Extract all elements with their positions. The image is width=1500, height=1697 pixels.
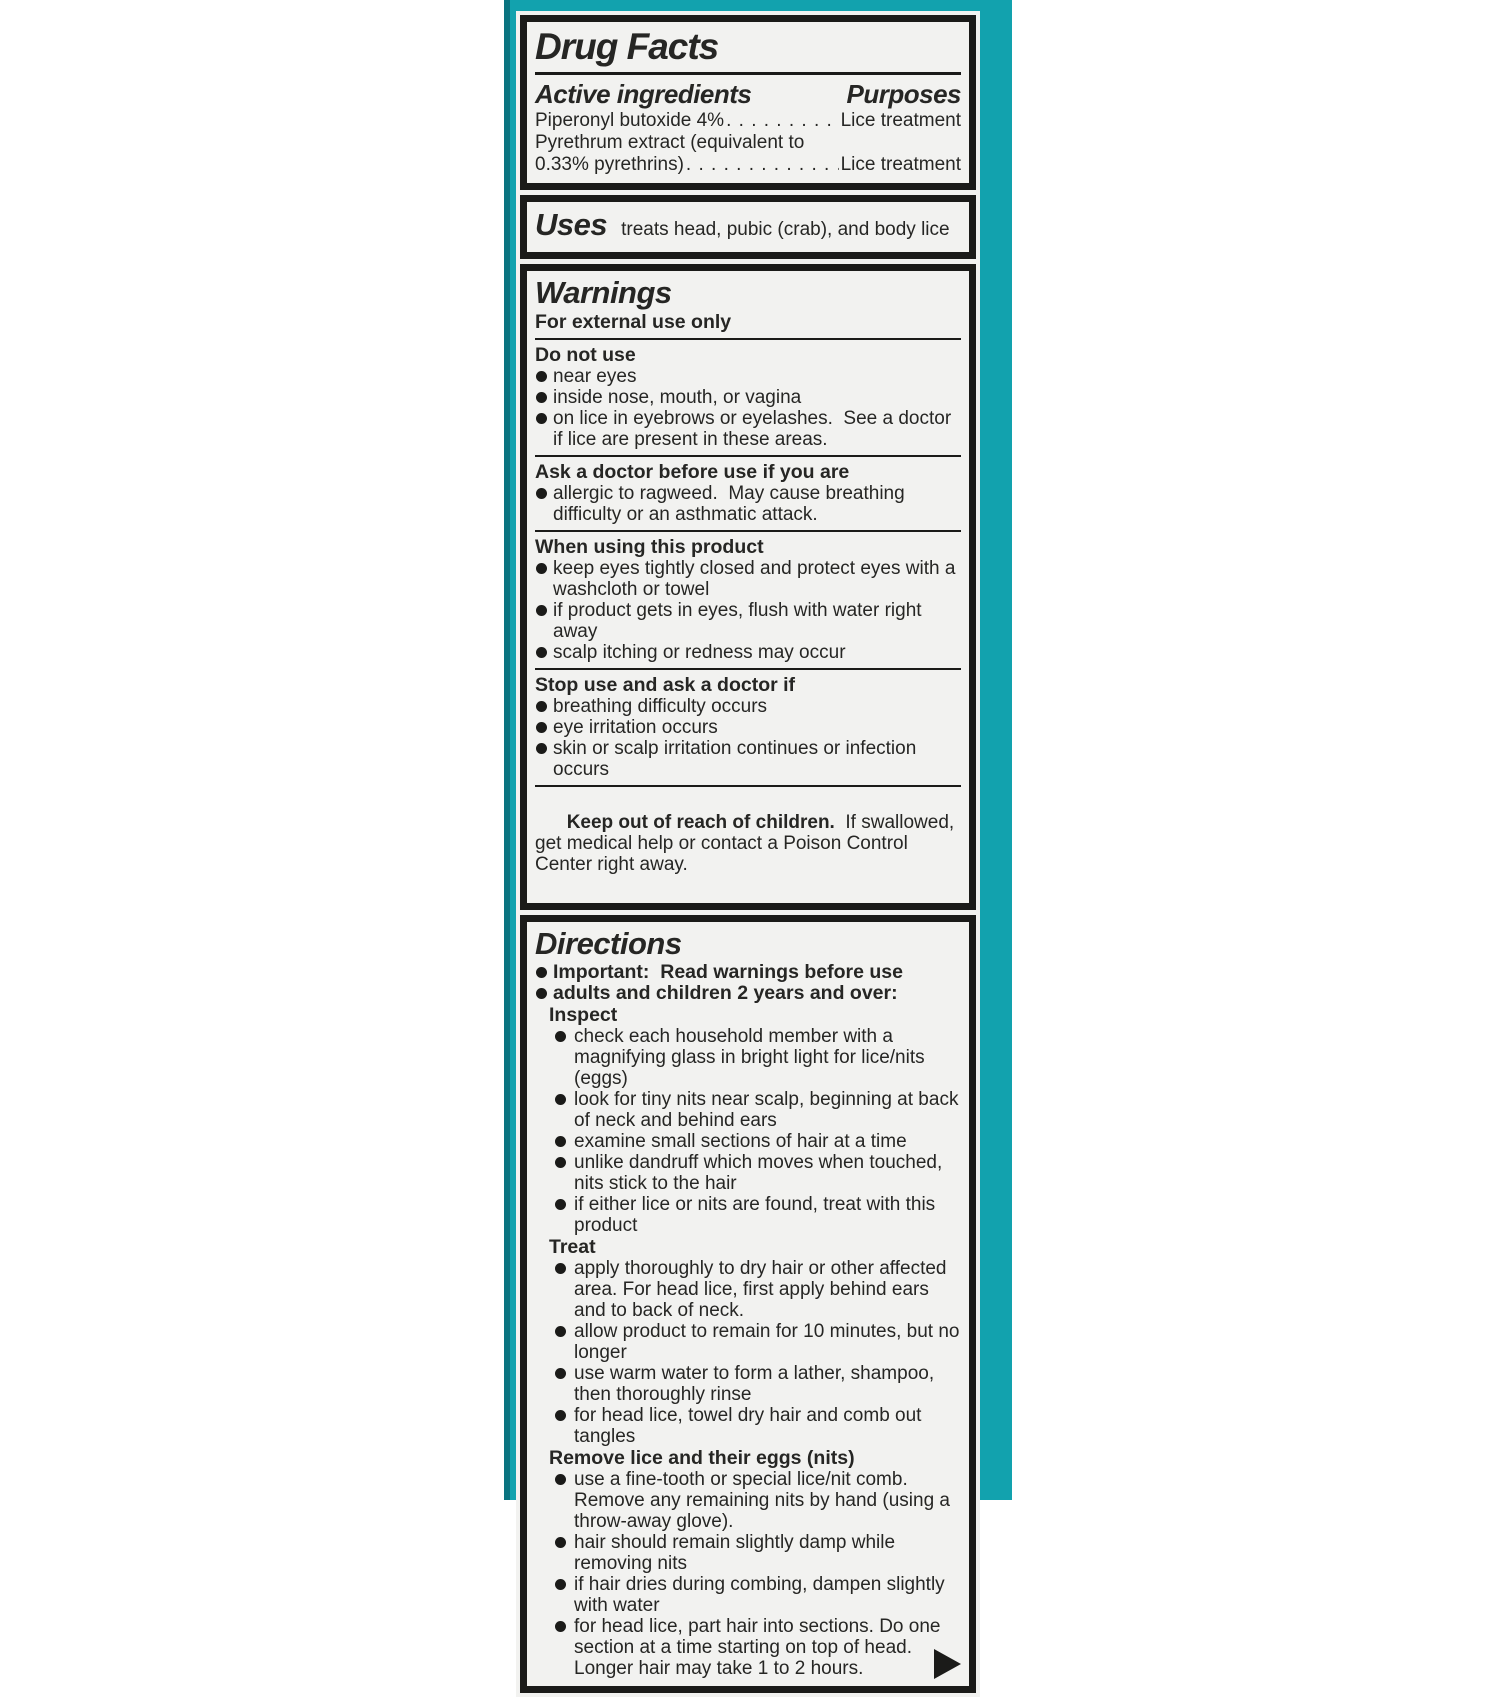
direction-item bbox=[549, 1532, 961, 1574]
direction-item bbox=[549, 1616, 961, 1679]
direction-item-text: Important: Read warnings before use bbox=[553, 961, 903, 983]
direction-item bbox=[549, 1258, 961, 1321]
bullet-icon bbox=[555, 1263, 566, 1274]
bullet-icon bbox=[555, 1157, 566, 1168]
dot-leader bbox=[686, 154, 839, 176]
do-not-use-list bbox=[535, 366, 961, 450]
warning-item bbox=[535, 717, 961, 738]
section-drug-facts bbox=[520, 15, 976, 190]
warning-item-text: eye irritation occurs bbox=[553, 717, 718, 738]
keep-out-lead: Keep out of reach of children. bbox=[566, 812, 835, 833]
direction-item bbox=[549, 1194, 961, 1236]
warning-item-text: on lice in eyebrows or eyelashes. See a doctor if lice are present in these areas. bbox=[553, 408, 957, 450]
drug-facts-title: Drug Facts bbox=[535, 26, 719, 67]
remove-heading: Remove lice and their eggs (nits) bbox=[549, 1447, 855, 1469]
direction-item-text: use warm water to form a lather, shampoo, then thoroughly rinse bbox=[574, 1363, 940, 1405]
direction-item bbox=[549, 1152, 961, 1194]
direction-item-text: examine small sections of hair at a time bbox=[574, 1131, 907, 1152]
warning-item-text: skin or scalp irritation continues or infection occurs bbox=[553, 738, 922, 780]
direction-item bbox=[535, 962, 961, 983]
purposes-heading: Purposes bbox=[846, 79, 961, 109]
bullet-icon bbox=[536, 563, 547, 574]
direction-item bbox=[549, 1405, 961, 1447]
ingredient-name: Pyrethrum extract (equivalent to bbox=[535, 132, 805, 153]
ask-doctor-list bbox=[535, 483, 961, 525]
direction-item bbox=[549, 1574, 961, 1616]
direction-item-text: if hair dries during combing, dampen slightly with water bbox=[574, 1574, 950, 1616]
active-ingredients-header bbox=[535, 78, 961, 110]
direction-item-text: apply thoroughly to dry hair or other affected area. For head lice, first apply behind ears and to back of neck. bbox=[574, 1258, 952, 1321]
warnings-title: Warnings bbox=[535, 275, 672, 310]
warning-item-text: near eyes bbox=[553, 366, 637, 387]
direction-item bbox=[549, 1026, 961, 1089]
direction-item-text: hair should remain slightly damp while removing nits bbox=[574, 1532, 901, 1574]
direction-item-text: for head lice, part hair into sections. Do one section at a time starting on top of head. Longer hair may take 1 to 2 hours. bbox=[574, 1616, 946, 1679]
divider bbox=[535, 668, 961, 670]
section-warnings bbox=[520, 264, 976, 910]
bullet-icon bbox=[536, 701, 547, 712]
direction-item bbox=[535, 983, 961, 1004]
stop-use-list bbox=[535, 696, 961, 780]
inspect-list bbox=[549, 1026, 964, 1236]
bullet-icon bbox=[536, 371, 547, 382]
uses-line bbox=[535, 206, 961, 245]
treat-list bbox=[549, 1258, 965, 1447]
warning-item-text: inside nose, mouth, or vagina bbox=[553, 387, 802, 408]
warning-item bbox=[535, 642, 961, 663]
bullet-icon bbox=[555, 1410, 566, 1421]
treat-heading: Treat bbox=[549, 1236, 596, 1258]
bullet-icon bbox=[555, 1326, 566, 1337]
ingredient-purpose: Lice treatment bbox=[840, 154, 961, 175]
bullet-icon bbox=[555, 1368, 566, 1379]
ingredient-name: Piperonyl butoxide 4% bbox=[535, 110, 725, 131]
warning-item-text: if product gets in eyes, flush with water right away bbox=[553, 600, 927, 642]
keep-out-text: If swallowed, get medical help or contact a Poison Control Center right away. bbox=[535, 812, 960, 875]
warning-item bbox=[535, 738, 961, 780]
continue-arrow-icon bbox=[934, 1649, 961, 1679]
bullet-icon bbox=[536, 988, 547, 999]
direction-item-text: for head lice, towel dry hair and comb out tangles bbox=[574, 1405, 927, 1447]
ingredient-name: 0.33% pyrethrins) bbox=[535, 154, 684, 175]
keep-out-of-reach bbox=[535, 791, 961, 896]
warning-item-text: breathing difficulty occurs bbox=[553, 696, 768, 717]
box-left-dark-edge bbox=[504, 0, 510, 1500]
bullet-icon bbox=[536, 722, 547, 733]
directions-title: Directions bbox=[535, 926, 682, 961]
direction-item-text: check each household member with a magnifying glass in bright light for lice/nits (eggs) bbox=[574, 1026, 930, 1089]
direction-item-text: use a fine-tooth or special lice/nit comb. Remove any remaining nits by hand (using a throw-away glove). bbox=[574, 1469, 956, 1532]
when-using-heading: When using this product bbox=[535, 536, 764, 558]
direction-item-text: unlike dandruff which moves when touched, nits stick to the hair bbox=[574, 1152, 948, 1194]
direction-item-text: if either lice or nits are found, treat with this product bbox=[574, 1194, 941, 1236]
divider bbox=[535, 530, 961, 532]
divider bbox=[535, 72, 961, 75]
direction-item-text: allow product to remain for 10 minutes, but no longer bbox=[574, 1321, 965, 1363]
bullet-icon bbox=[536, 967, 547, 978]
direction-item bbox=[549, 1363, 961, 1405]
divider bbox=[535, 785, 961, 787]
bullet-icon bbox=[555, 1621, 566, 1632]
warning-item bbox=[535, 696, 961, 717]
bullet-icon bbox=[555, 1579, 566, 1590]
bullet-icon bbox=[536, 413, 547, 424]
divider bbox=[535, 455, 961, 457]
warning-item-text: scalp itching or redness may occur bbox=[553, 642, 846, 663]
active-ingredients-heading: Active ingredients bbox=[535, 79, 752, 109]
when-using-list bbox=[535, 558, 961, 663]
warning-item bbox=[535, 408, 961, 450]
direction-item-text: look for tiny nits near scalp, beginning at back of neck and behind ears bbox=[574, 1089, 964, 1131]
direction-item bbox=[549, 1469, 961, 1532]
directions-top-list bbox=[535, 962, 961, 1004]
warning-item bbox=[535, 558, 961, 600]
inspect-heading: Inspect bbox=[549, 1004, 618, 1026]
direction-item bbox=[549, 1131, 961, 1152]
bullet-icon bbox=[555, 1199, 566, 1210]
bullet-icon bbox=[536, 743, 547, 754]
direction-item bbox=[549, 1089, 964, 1131]
warning-item bbox=[535, 600, 961, 642]
direction-item bbox=[549, 1321, 965, 1363]
section-uses bbox=[520, 195, 976, 259]
warning-item-text: keep eyes tightly closed and protect eyes with a washcloth or towel bbox=[553, 558, 961, 600]
direction-item-text: adults and children 2 years and over: bbox=[553, 982, 898, 1004]
warning-item bbox=[535, 366, 961, 387]
bullet-icon bbox=[555, 1136, 566, 1147]
ingredient-purpose: Lice treatment bbox=[840, 110, 961, 131]
bullet-icon bbox=[536, 488, 547, 499]
uses-title: Uses bbox=[535, 207, 608, 242]
section-directions bbox=[520, 915, 976, 1693]
bullet-icon bbox=[536, 605, 547, 616]
bullet-icon bbox=[536, 392, 547, 403]
ingredient-row bbox=[535, 154, 961, 176]
external-use-note: For external use only bbox=[535, 311, 732, 333]
bullet-icon bbox=[555, 1474, 566, 1485]
ask-doctor-heading: Ask a doctor before use if you are bbox=[535, 461, 850, 483]
warning-item bbox=[535, 387, 961, 408]
divider bbox=[535, 338, 961, 340]
dot-leader bbox=[726, 110, 839, 132]
bullet-icon bbox=[555, 1094, 566, 1105]
ingredient-row bbox=[535, 132, 961, 154]
do-not-use-heading: Do not use bbox=[535, 344, 636, 366]
warning-item-text: allergic to ragweed. May cause breathing difficulty or an asthmatic attack. bbox=[553, 483, 910, 525]
bullet-icon bbox=[555, 1031, 566, 1042]
drug-facts-label bbox=[516, 11, 980, 1697]
bullet-icon bbox=[536, 647, 547, 658]
uses-text: treats head, pubic (crab), and body lice bbox=[621, 219, 950, 240]
warning-item bbox=[535, 483, 961, 525]
ingredient-row bbox=[535, 110, 961, 132]
stop-use-heading: Stop use and ask a doctor if bbox=[535, 674, 796, 696]
remove-list bbox=[549, 1469, 961, 1679]
bullet-icon bbox=[555, 1537, 566, 1548]
